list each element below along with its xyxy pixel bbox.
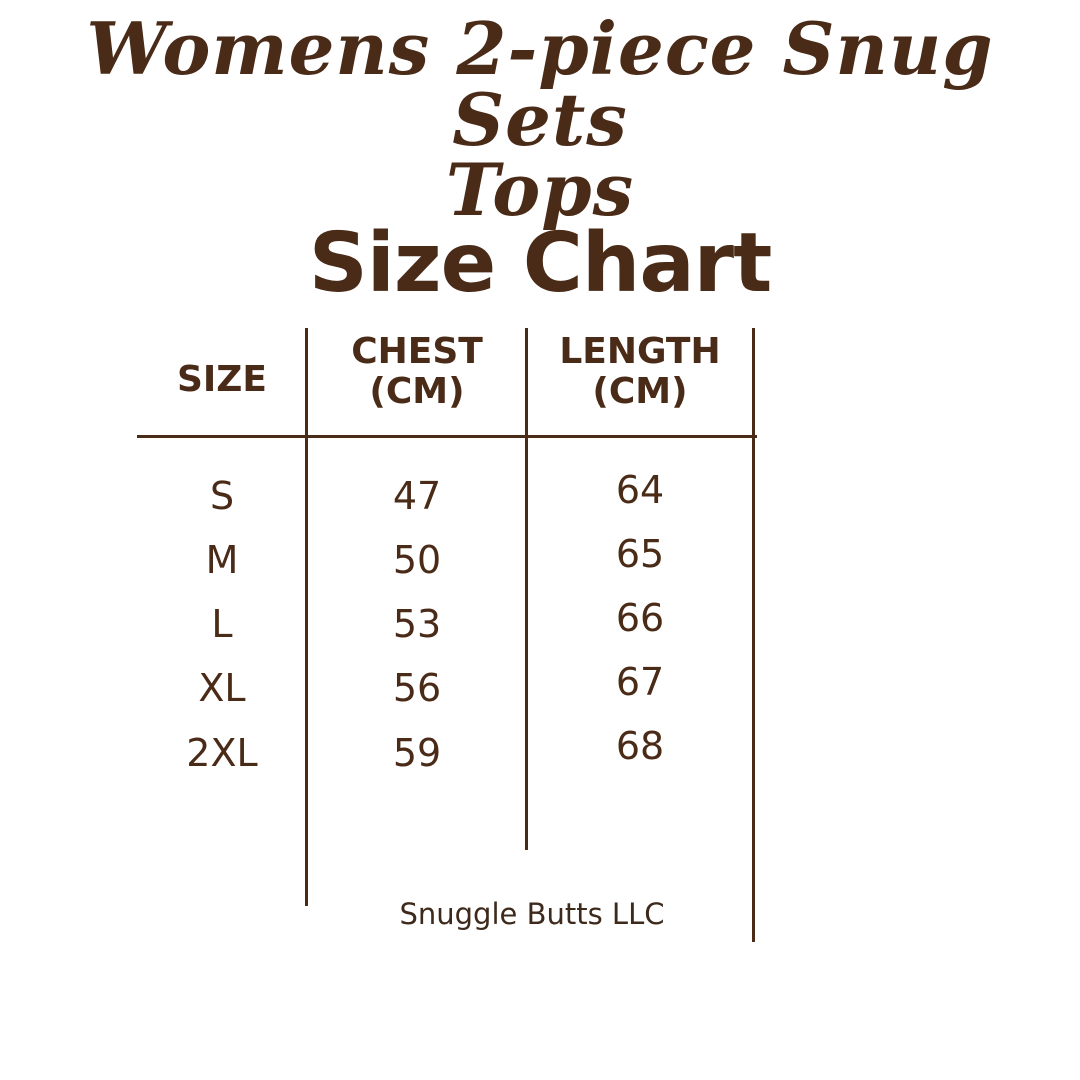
table-cell-size: L (211, 602, 233, 646)
table-cell-length: 67 (615, 660, 665, 704)
column-header-chest-line1: CHEST (351, 331, 483, 372)
size-chart-table (137, 322, 757, 942)
column-header-length (535, 332, 745, 413)
table-vertical-rule-3 (752, 328, 755, 942)
table-vertical-rule-1 (305, 328, 308, 906)
column-header-size: SIZE (176, 359, 268, 400)
table-cell-size: S (209, 474, 235, 518)
script-heading-line2: Tops (445, 147, 635, 233)
column-header-chest-line2: (CM) (369, 371, 465, 413)
table-cell-size: XL (198, 666, 246, 710)
table-cell-length: 66 (615, 596, 665, 640)
table-cell-chest: 59 (392, 731, 442, 775)
table-cell-length: 64 (615, 468, 665, 512)
table-cell-chest: 56 (392, 666, 442, 710)
column-header-length-line2: (CM) (592, 371, 688, 413)
table-cell-chest: 53 (392, 602, 442, 646)
table-cell-size: M (205, 538, 239, 582)
brand-footer: Snuggle Butts LLC (399, 897, 665, 931)
table-cell-chest: 47 (392, 474, 442, 518)
script-heading-line1: Womens 2-piece Snug Sets (86, 6, 994, 162)
column-header-length-line1: LENGTH (559, 331, 721, 372)
table-cell-size: 2XL (186, 731, 258, 775)
table-cell-length: 68 (615, 724, 665, 768)
page-title: Size Chart (308, 216, 772, 311)
column-header-chest (317, 332, 517, 413)
table-header-rule (137, 435, 757, 438)
table-cell-length: 65 (615, 532, 665, 576)
script-heading (0, 6, 1080, 233)
table-vertical-rule-2 (525, 328, 528, 850)
table-cell-chest: 50 (392, 538, 442, 582)
